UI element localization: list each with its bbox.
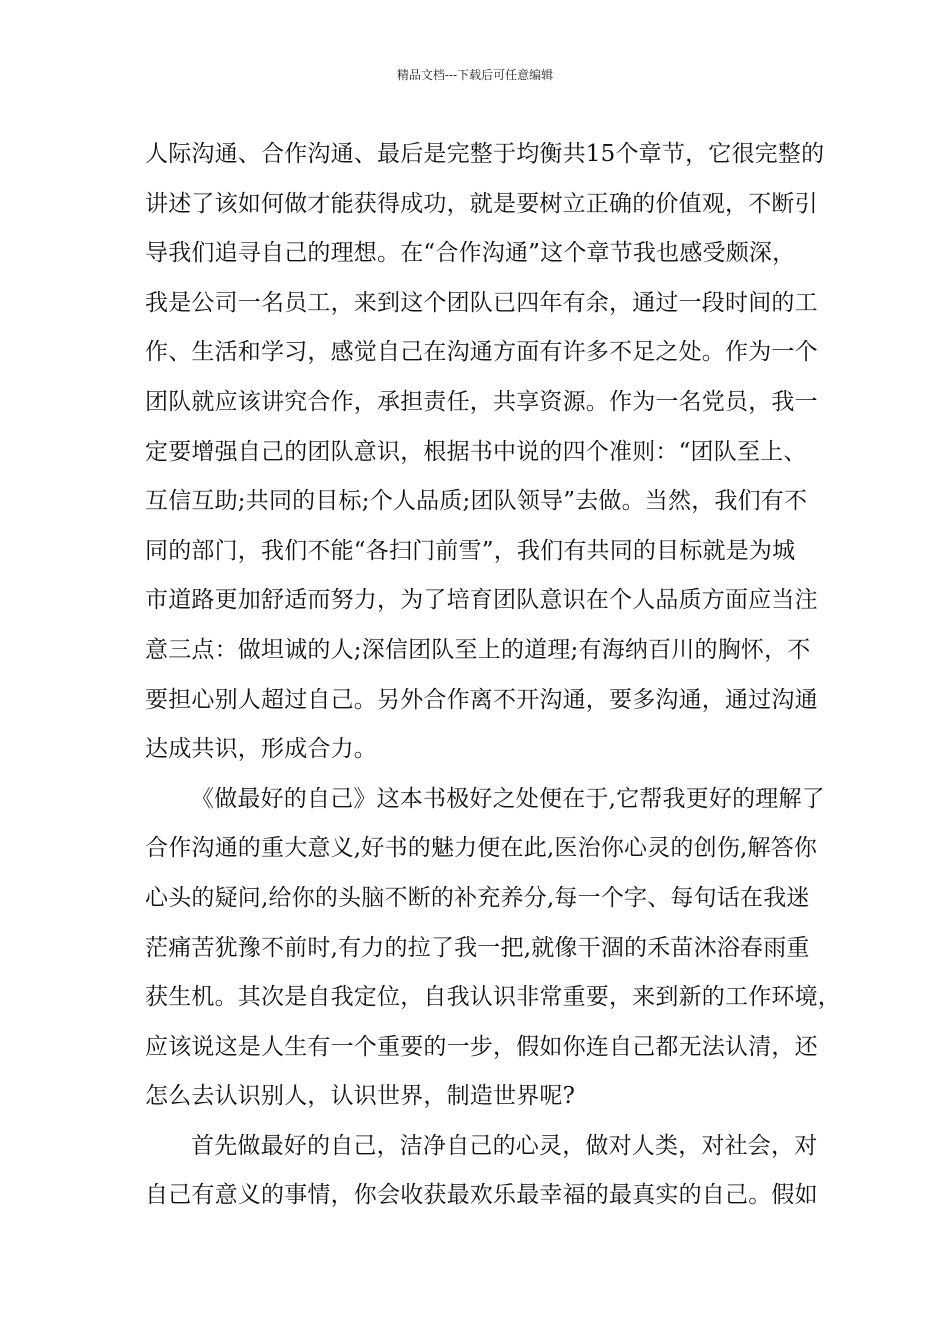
text-line: 获生机。其次是自我定位，自我认识非常重要，来到新的工作环境， — [145, 984, 841, 1011]
text-line: 同的部门，我们不能“各扫门前雪”，我们有共同的目标就是为城 — [145, 537, 796, 564]
text-line: 团队就应该讲究合作，承担责任，共享资源。作为一名党员，我一 — [145, 388, 818, 415]
text-line: 应该说这是人生有一个重要的一步，假如你连自己都无法认清，还 — [145, 1033, 818, 1060]
text-line: 我是公司一名员工，来到这个团队已四年有余，通过一段时间的工 — [145, 289, 818, 316]
page-header: 精品文档---下载后可任意编辑 — [396, 68, 554, 82]
text-line: 达成共识，形成合力。 — [145, 736, 377, 763]
paragraph-start-line: 首先做最好的自己，洁净自己的心灵，做对人类，对社会，对 — [191, 1132, 818, 1159]
text-line: 心头的疑问,给你的头脑不断的补充养分,每一个字、每句话在我迷 — [145, 884, 810, 911]
text-line: 导我们追寻自己的理想。在“合作沟通”这个章节我也感受颇深， — [145, 240, 796, 267]
text-line: 要担心别人超过自己。另外合作离不开沟通，要多沟通，通过沟通 — [145, 686, 818, 713]
paragraph-start-line: 《做最好的自己》这本书极好之处便在于,它帮我更好的理解了 — [191, 785, 825, 812]
text-line: 自己有意义的事情，你会收获最欢乐最幸福的最真实的自己。假如 — [145, 1182, 818, 1209]
text-line: 作、生活和学习，感觉自己在沟通方面有许多不足之处。作为一个 — [145, 339, 818, 366]
text-line: 茫痛苦犹豫不前时,有力的拉了我一把,就像干涸的禾苗沐浴春雨重 — [145, 934, 810, 961]
text-line: 市道路更加舒适而努力，为了培育团队意识在个人品质方面应当注 — [145, 587, 818, 614]
text-line: 人际沟通、合作沟通、最后是完整于均衡共15个章节，它很完整的 — [145, 141, 825, 167]
text-line: 意三点：做坦诚的人;深信团队至上的道理;有海纳百川的胸怀，不 — [145, 636, 811, 663]
text-line: 怎么去认识别人，认识世界，制造世界呢? — [145, 1083, 576, 1110]
body-text — [145, 130, 841, 1221]
text-line: 合作沟通的重大意义,好书的魅力便在此,医治你心灵的创伤,解答你 — [145, 835, 818, 862]
text-line: 互信互助;共同的目标;个人品质;团队领导”去做。当然，我们有不 — [145, 488, 808, 515]
text-line: 定要增强自己的团队意识，根据书中说的四个准则：“团队至上、 — [145, 438, 807, 465]
text-line: 讲述了该如何做才能获得成功，就是要树立正确的价值观，不断引 — [145, 190, 818, 217]
